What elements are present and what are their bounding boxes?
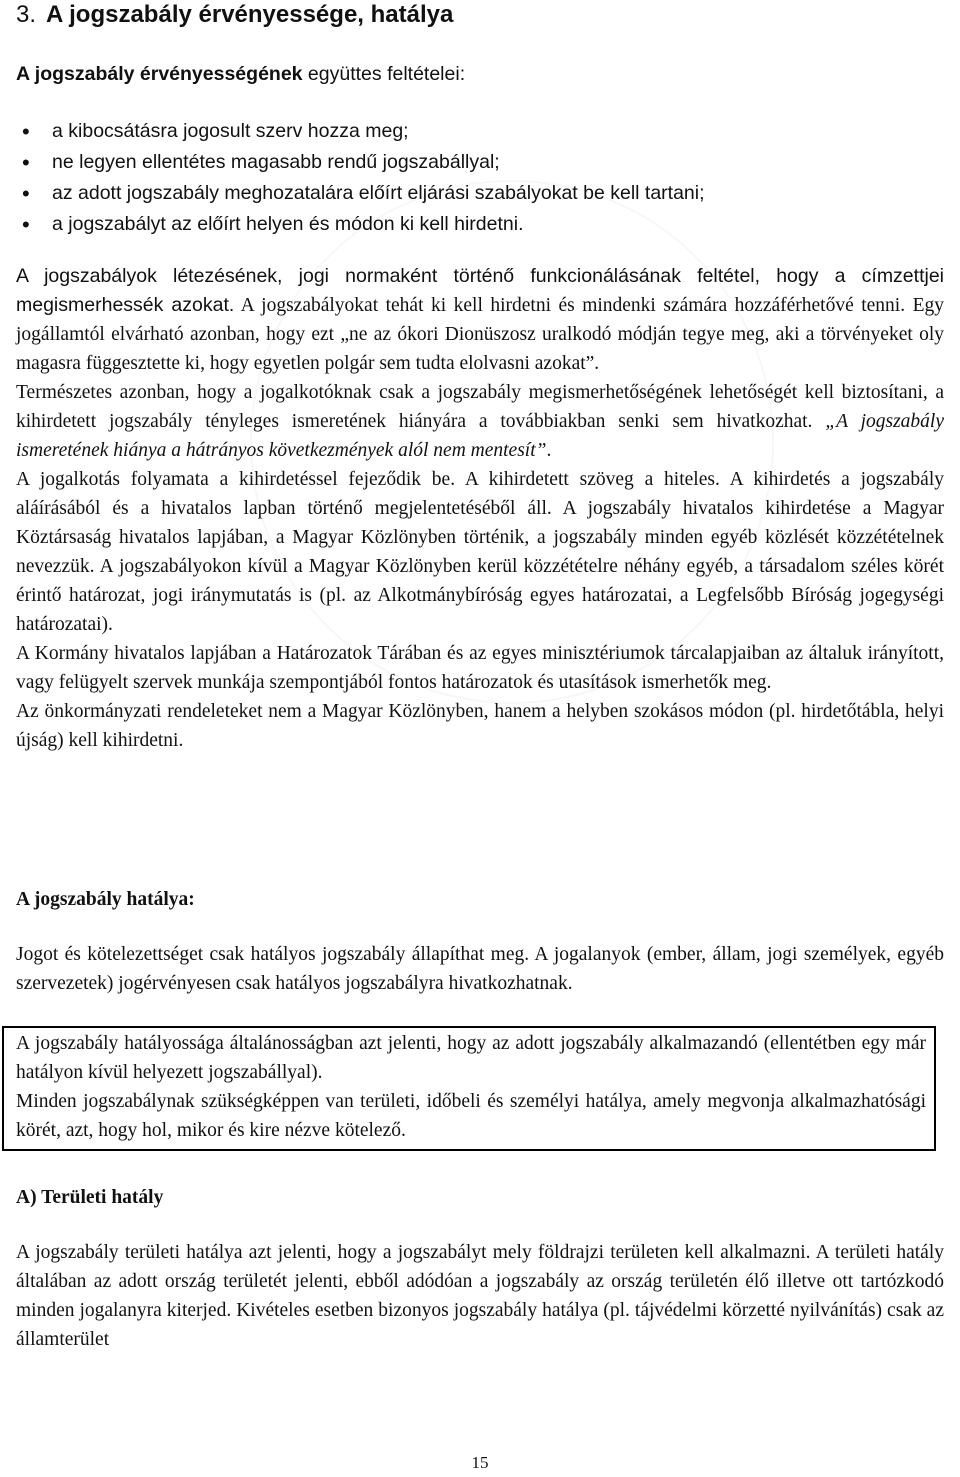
list-item: • a kibocsátásra jogosult szerv hozza meg;	[16, 116, 705, 147]
paragraph-gazette: A jogalkotás folyamata a kihirdetéssel fejeződik be. A kihirdetett szöveg a hiteles. A kihirdetés a jogszabály aláírásából és a hivatalos lapban történő megjelentetéséből áll. A jogszabály hivatalos kihirdetése a Magyar Köztársaság hivatalos lapjában, a Magyar Közlönyben történik, a jogszabály minden egyéb közlését közzétételnek nevezzük. A jogszabályokon kívül a Magyar Közlönyben kerül közzétételre néhány egyéb, a társadalom széles körét érintő határozat, jogi iránymutatás is (pl. az Alkotmánybíróság egyes határozatai, a Legfelsőbb Bíróság jogegységi határozatai).	[16, 469, 944, 635]
validity-label-bold: A jogszabály érvényességének	[16, 63, 303, 85]
paragraph-knowledge	[16, 378, 944, 465]
effect-heading: A jogszabály hatálya:	[16, 889, 195, 910]
paragraph-existence-c: Egy jogállamtól elvárható azonban, hogy ezt „ne az ókori Dionüszosz uralkodó módján tegye meg, aki a törvényeket oly magasra függesztette ki, hogy egyetlen polgár sem tudta elolvasni azokat”.	[16, 295, 944, 374]
page-number: 15	[471, 1453, 489, 1472]
paragraph-existence	[16, 262, 944, 378]
validity-label-rest: együttes feltételei:	[302, 63, 466, 85]
list-item: • a jogszabályt az előírt helyen és módon ki kell hirdetni.	[16, 209, 705, 240]
definition-box	[2, 1026, 936, 1151]
territorial-heading: A) Területi hatály	[16, 1187, 164, 1208]
paragraph-existence-b: A jogszabályokat tehát ki kell hirdetni és mindenki számára hozzáférhetővé tenni.	[234, 295, 906, 316]
section-number: 3.	[16, 1, 37, 28]
effect-intro	[16, 940, 944, 998]
definition-box-p1: A jogszabály hatályossága általánosságban azt jelenti, hogy az adott jogszabály alkalmazandó (ellentétben egy már hatályon kívül helyezett jogszabállyal).	[16, 1033, 926, 1083]
territorial-paragraph: A jogszabály területi hatálya azt jelenti, hogy a jogszabályt mely földrajzi területen kell alkalmazni. A területi hatály általában az adott ország területét jelenti, ebből adódóan a jogszabály az ország területén élő illetve ott tartózkodó minden jogalanyra kiterjed. Kivételes esetben bizonyos jogszabály hatálya (pl. tájvédelmi körzetté nyilvánítás) csak az államterület	[16, 1242, 944, 1350]
paragraph-municipal: Az önkormányzati rendeleteket nem a Magyar Közlönyben, hanem a helyben szokásos módon (pl. hirdetőtábla, helyi újság) kell kihirdetni.	[16, 701, 944, 751]
legal-maxim: „A jogszabály ismeretének hiánya a hátrányos következmények alól nem mentesít”	[16, 411, 945, 461]
paragraph-government: A Kormány hivatalos lapjában a Határozatok Tárában és az egyes minisztériumok tárcalapjaiban az általuk irányított, vagy felügyelt szervek munkája szempontjából fontos határozatok és utasítások ismerhetők meg.	[16, 643, 944, 693]
section-heading	[16, 0, 453, 30]
list-item: • ne legyen ellentétes magasabb rendű jogszabállyal;	[16, 147, 705, 178]
section-title: A jogszabály érvényessége, hatálya	[46, 1, 454, 28]
territorial-text	[16, 1238, 944, 1354]
validity-label	[16, 60, 465, 89]
list-item: • az adott jogszabály meghozatalára előírt eljárási szabályokat be kell tartani;	[16, 178, 705, 209]
paragraph-existence-a: A jogszabályok létezésének, jogi normaként történő funkcionálásának feltétel, hogy a címzettjei megismerhessék azokat.	[16, 265, 944, 316]
effect-intro-text: Jogot és kötelezettséget csak hatályos jogszabály állapíthat meg. A jogalanyok (ember, állam, jogi személyek, egyéb szervezetek) jogérvényesen csak hatályos jogszabályra hivatkozhatnak.	[16, 944, 944, 994]
promulgation-text	[16, 262, 944, 755]
paragraph-knowledge-end: .	[546, 440, 552, 461]
validity-conditions-list	[16, 116, 705, 240]
definition-box-p2: Minden jogszabálynak szükségképpen van területi, időbeli és személyi hatálya, amely megvonja alkalmazhatósági körét, azt, hogy hol, mikor és kire nézve kötelező.	[16, 1091, 926, 1141]
paragraph-knowledge-text: Természetes azonban, hogy a jogalkotóknak csak a jogszabály megismerhetőségének lehetőségét kell biztosítani, a kihirdetett jogszabály tényleges ismeretének hiányára a továbbiakban senki sem hivatkozhat.	[16, 382, 944, 432]
